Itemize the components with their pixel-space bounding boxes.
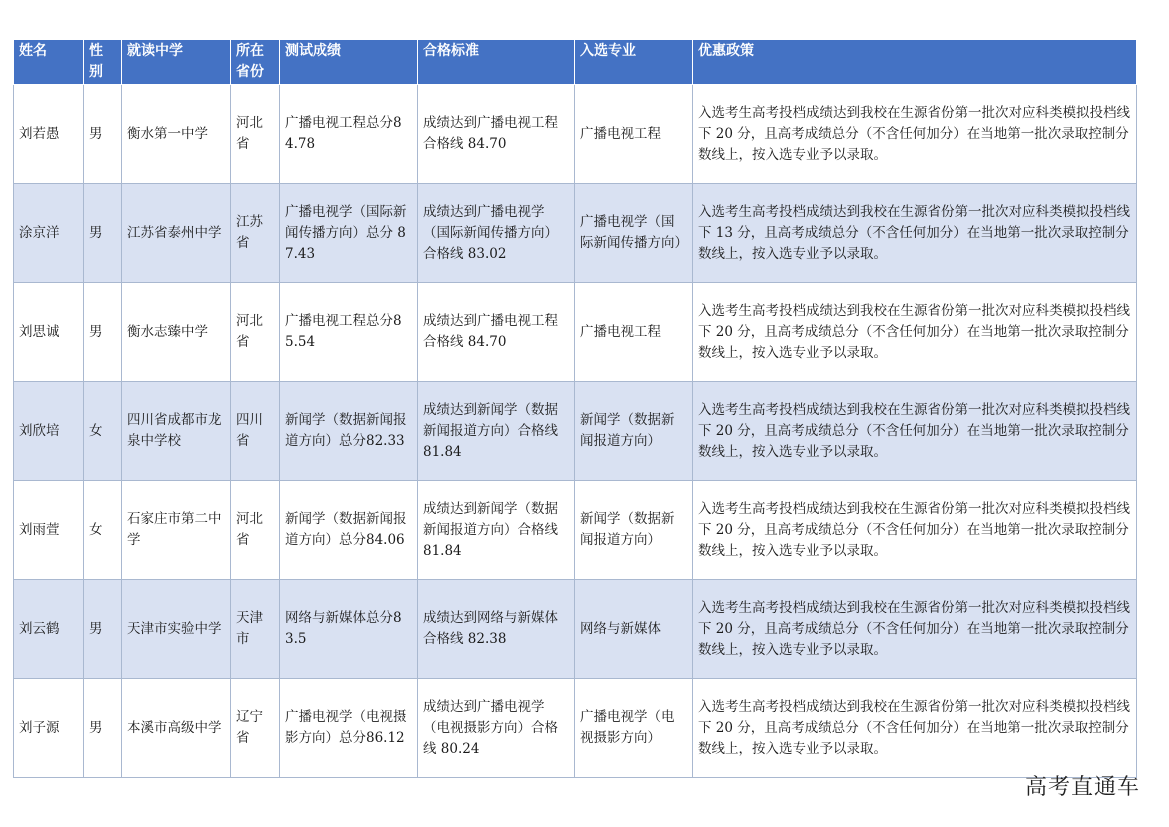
table-row <box>14 85 1137 184</box>
cell-major: 广播电视工程 <box>575 283 693 382</box>
cell-name: 涂京洋 <box>14 184 84 283</box>
header-gender: 性别 <box>84 40 122 85</box>
cell-name: 刘欣培 <box>14 382 84 481</box>
admission-table <box>13 39 1137 778</box>
cell-school: 本溪市高级中学 <box>122 679 231 778</box>
header-row <box>14 40 1137 85</box>
cell-policy: 入选考生高考投档成绩达到我校在生源省份第一批次对应科类模拟投档线下 20 分，且高考成绩总分（不含任何加分）在当地第一批次录取控制分数线上，按入选专业予以录取。 <box>693 481 1137 580</box>
cell-major: 网络与新媒体 <box>575 580 693 679</box>
cell-score: 新闻学（数据新闻报道方向）总分82.33 <box>280 382 418 481</box>
cell-gender: 女 <box>84 481 122 580</box>
cell-score: 广播电视学（国际新闻传播方向）总分 87.43 <box>280 184 418 283</box>
cell-school: 石家庄市第二中学 <box>122 481 231 580</box>
header-major: 入选专业 <box>575 40 693 85</box>
cell-school: 江苏省泰州中学 <box>122 184 231 283</box>
cell-policy: 入选考生高考投档成绩达到我校在生源省份第一批次对应科类模拟投档线下 20 分，且高考成绩总分（不含任何加分）在当地第一批次录取控制分数线上，按入选专业予以录取。 <box>693 85 1137 184</box>
cell-province: 河北省 <box>231 481 280 580</box>
cell-policy: 入选考生高考投档成绩达到我校在生源省份第一批次对应科类模拟投档线下 20 分，且高考成绩总分（不含任何加分）在当地第一批次录取控制分数线上，按入选专业予以录取。 <box>693 580 1137 679</box>
cell-score: 新闻学（数据新闻报道方向）总分84.06 <box>280 481 418 580</box>
watermark-text: 高考直通车 <box>1024 775 1140 800</box>
table-row <box>14 382 1137 481</box>
table-row <box>14 184 1137 283</box>
cell-gender: 男 <box>84 679 122 778</box>
header-policy: 优惠政策 <box>693 40 1137 85</box>
cell-gender: 女 <box>84 382 122 481</box>
cell-standard: 成绩达到广播电视工程合格线 84.70 <box>418 283 575 382</box>
cell-standard: 成绩达到广播电视学（电视摄影方向）合格线 80.24 <box>418 679 575 778</box>
cell-name: 刘子源 <box>14 679 84 778</box>
cell-province: 四川省 <box>231 382 280 481</box>
cell-province: 江苏省 <box>231 184 280 283</box>
cell-score: 广播电视工程总分84.78 <box>280 85 418 184</box>
cell-major: 广播电视学（国际新闻传播方向） <box>575 184 693 283</box>
cell-standard: 成绩达到广播电视学（国际新闻传播方向）合格线 83.02 <box>418 184 575 283</box>
cell-policy: 入选考生高考投档成绩达到我校在生源省份第一批次对应科类模拟投档线下 13 分，且高考成绩总分（不含任何加分）在当地第一批次录取控制分数线上，按入选专业予以录取。 <box>693 184 1137 283</box>
cell-standard: 成绩达到新闻学（数据新闻报道方向）合格线 81.84 <box>418 382 575 481</box>
cell-score: 广播电视工程总分85.54 <box>280 283 418 382</box>
cell-standard: 成绩达到广播电视工程合格线 84.70 <box>418 85 575 184</box>
table-row <box>14 481 1137 580</box>
cell-province: 辽宁省 <box>231 679 280 778</box>
cell-school: 天津市实验中学 <box>122 580 231 679</box>
cell-province: 天津市 <box>231 580 280 679</box>
cell-name: 刘若愚 <box>14 85 84 184</box>
cell-name: 刘云鹤 <box>14 580 84 679</box>
table-row <box>14 283 1137 382</box>
header-score: 测试成绩 <box>280 40 418 85</box>
cell-gender: 男 <box>84 283 122 382</box>
header-school: 就读中学 <box>122 40 231 85</box>
cell-score: 网络与新媒体总分83.5 <box>280 580 418 679</box>
cell-major: 广播电视工程 <box>575 85 693 184</box>
cell-policy: 入选考生高考投档成绩达到我校在生源省份第一批次对应科类模拟投档线下 20 分，且高考成绩总分（不含任何加分）在当地第一批次录取控制分数线上，按入选专业予以录取。 <box>693 382 1137 481</box>
cell-name: 刘雨萱 <box>14 481 84 580</box>
cell-school: 衡水志臻中学 <box>122 283 231 382</box>
cell-school: 四川省成都市龙泉中学校 <box>122 382 231 481</box>
cell-gender: 男 <box>84 580 122 679</box>
cell-policy: 入选考生高考投档成绩达到我校在生源省份第一批次对应科类模拟投档线下 20 分，且高考成绩总分（不含任何加分）在当地第一批次录取控制分数线上，按入选专业予以录取。 <box>693 283 1137 382</box>
cell-province: 河北省 <box>231 283 280 382</box>
cell-school: 衡水第一中学 <box>122 85 231 184</box>
cell-score: 广播电视学（电视摄影方向）总分86.12 <box>280 679 418 778</box>
cell-major: 广播电视学（电视摄影方向） <box>575 679 693 778</box>
cell-province: 河北省 <box>231 85 280 184</box>
cell-policy: 入选考生高考投档成绩达到我校在生源省份第一批次对应科类模拟投档线下 20 分，且高考成绩总分（不含任何加分）在当地第一批次录取控制分数线上，按入选专业予以录取。 <box>693 679 1137 778</box>
cell-gender: 男 <box>84 85 122 184</box>
cell-name: 刘思诚 <box>14 283 84 382</box>
header-province: 所在省份 <box>231 40 280 85</box>
cell-gender: 男 <box>84 184 122 283</box>
cell-standard: 成绩达到网络与新媒体合格线 82.38 <box>418 580 575 679</box>
header-name: 姓名 <box>14 40 84 85</box>
header-standard: 合格标准 <box>418 40 575 85</box>
cell-standard: 成绩达到新闻学（数据新闻报道方向）合格线 81.84 <box>418 481 575 580</box>
cell-major: 新闻学（数据新闻报道方向） <box>575 382 693 481</box>
table-row <box>14 679 1137 778</box>
cell-major: 新闻学（数据新闻报道方向） <box>575 481 693 580</box>
table-row <box>14 580 1137 679</box>
